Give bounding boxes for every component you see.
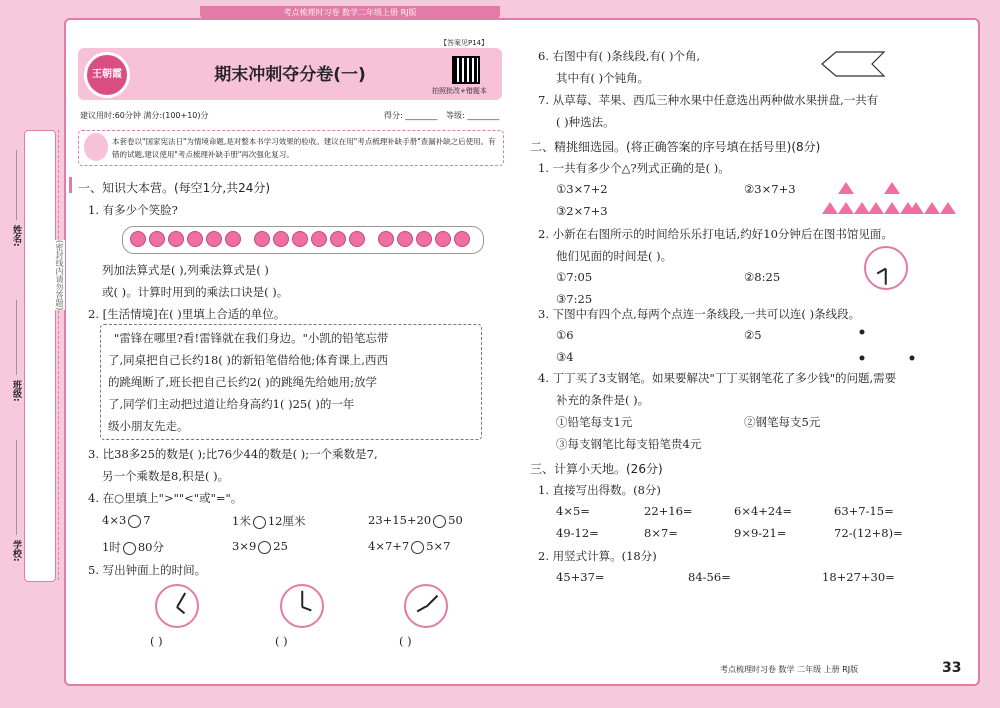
q6-line-2[interactable]: 其中有( )个钝角。 [556,71,650,85]
q7-line-2[interactable]: ( )种选法。 [556,115,615,129]
option[interactable]: ②钢笔每支5元 [744,415,821,429]
smiley-icon [273,231,289,247]
cut-note: (密封线内请勿答题) [55,240,64,311]
calc-item[interactable]: 49-12= [556,526,599,540]
calc-item[interactable]: 63+7-15= [834,504,894,518]
arrow-shape-figure [818,50,888,78]
section-3-title: 三、计算小天地。(26分) [530,462,663,476]
r2-line-2[interactable]: 他们见面的时间是( )。 [556,249,673,263]
page-number: 33 [942,660,962,676]
option[interactable]: ①铅笔每支1元 [556,415,633,429]
q7-line-1: 7. 从草莓、苹果、西瓜三种水果中任意选出两种做水果拼盘,一共有 [538,93,879,107]
calc-item[interactable]: 9×9-21= [734,526,787,540]
calc-item[interactable]: 8×7= [644,526,678,540]
smiley-icon [454,231,470,247]
clock-face-icon [404,584,448,628]
smiley-icon [254,231,270,247]
answer-reference: 【答案见P14】 [440,39,489,47]
vertical-calc-item[interactable]: 84-56= [688,570,731,584]
triangle-icon [884,202,900,214]
section-1-title: 一、知识大本营。(每空1分,共24分) [78,181,271,195]
q2-text: 2. [生活情境]在( )里填上合适的单位。 [88,307,286,321]
name-label: 姓名: [11,225,21,247]
qr-note: 拍照批改+错题本 [432,87,487,95]
triangle-icon [868,202,884,214]
clock-answer[interactable]: ( ) [150,634,163,648]
smiley-icon [330,231,346,247]
compare-item[interactable]: 1时 80分 [102,540,164,554]
triangle-icon [838,202,854,214]
story-line[interactable]: 了,同桌把自己长约18( )的新铅笔借给他;体育课上,西西 [108,353,388,367]
option[interactable]: ①7:05 [556,270,593,284]
clock-face-icon [864,246,908,290]
smiley-icon [149,231,165,247]
footer-text: 考点梳理时习卷 数学 二年级 上册 RJ版 [720,665,859,674]
triangle-icon [838,182,854,194]
calc-item[interactable]: 22+16= [644,504,693,518]
suggested-time: 建议用时:60分钟 满分:(100+10)分 [80,111,209,120]
compare-circle[interactable] [433,515,446,528]
girl-avatar-icon [84,133,108,161]
smiley-icon [225,231,241,247]
intro-note: 本套卷以"国家宪法日"为情境命题,是对整本书学习效果的验收。建议在用"考点梳理补缺手册"查漏补缺之后使用。有错的试题,建议使用"考点梳理补缺手册"再次强化复习。 [112,137,496,159]
cut-line [58,130,59,580]
calc-item[interactable]: 4×5= [556,504,590,518]
class-label: 班级: [11,380,21,402]
q6-line-1[interactable]: 6. 右图中有( )条线段,有( )个角, [538,49,701,63]
story-line[interactable]: 的跳绳断了,班长把自己长约2( )的跳绳先给她用;放学 [108,375,377,389]
level-field[interactable]: 等级: ________ [446,111,500,120]
smiley-icon [206,231,222,247]
smiley-icon [292,231,308,247]
q4-text: 4. 在○里填上">""<"或"="。 [88,491,243,505]
option[interactable]: ②8:25 [744,270,781,284]
story-line: "雷锋在哪里?看!雷锋就在我们身边。"小凯的铅笔忘带 [114,331,389,345]
four-points-figure [850,322,930,368]
r4-line-2[interactable]: 补充的条件是( )。 [556,393,650,407]
q3-line-1[interactable]: 3. 比38多25的数是( );比76少44的数是( );一个乘数是7, [88,447,378,461]
option[interactable]: ③每支钢笔比每支铅笔贵4元 [556,437,702,451]
minute-hand [885,269,887,285]
compare-circle[interactable] [128,515,141,528]
brand-logo: 王朝霞 [84,52,130,98]
calc-item[interactable]: 72-(12+8)= [834,526,903,540]
smiley-icon [349,231,365,247]
r1-text[interactable]: 1. 一共有多少个△?列式正确的是( )。 [538,161,730,175]
vertical-calc-item[interactable]: 18+27+30= [822,570,895,584]
class-line [16,300,17,375]
story-line: 级小朋友先走。 [108,419,189,433]
binding-strip [24,130,56,582]
compare-item[interactable]: 3×9 25 [232,539,288,553]
compare-circle[interactable] [258,541,271,554]
smiley-icon [168,231,184,247]
compare-circle[interactable] [123,542,136,555]
q1-text: 1. 有多少个笑脸? [88,203,178,217]
option[interactable]: ①6 [556,328,574,342]
clock-answer[interactable]: ( ) [399,634,412,648]
calc-item[interactable]: 6×4+24= [734,504,793,518]
triangle-icon [908,202,924,214]
triangle-icon [924,202,940,214]
qr-code-icon[interactable] [452,56,480,84]
minute-hand [176,593,185,608]
option[interactable]: ③2×7+3 [556,204,608,218]
top-banner: 考点梳理时习卷 数学二年级上册 RJ版 [200,6,500,20]
smiley-icon [130,231,146,247]
c2-text: 2. 用竖式计算。(18分) [538,549,657,563]
compare-item[interactable]: 23+15+20 50 [368,513,463,527]
smiley-icon [416,231,432,247]
compare-item[interactable]: 1米 12厘米 [232,514,306,528]
school-line [16,440,17,535]
compare-item[interactable]: 4×7+7 5×7 [368,539,451,553]
q1-answer-line-2[interactable]: 或( )。计算时用到的乘法口诀是( )。 [102,285,289,299]
smiley-icon [311,231,327,247]
story-line[interactable]: 了,同学们主动把过道让给身高约1( )25( )的一年 [108,397,355,411]
q5-text: 5. 写出钟面上的时间。 [88,563,207,577]
hour-hand [177,606,186,614]
school-label: 学校: [11,540,21,562]
q1-answer-line-1[interactable]: 列加法算式是( ),列乘法算式是( ) [102,263,269,277]
hour-hand [302,606,312,611]
compare-circle[interactable] [411,541,424,554]
r2-line-1: 2. 小新在右图所示的时间给乐乐打电话,约好10分钟后在图书馆见面。 [538,227,893,241]
clock-face-icon [155,584,199,628]
section-marker [69,177,72,193]
smiley-icon [378,231,394,247]
clock-face-icon [280,584,324,628]
option[interactable]: ②5 [744,328,762,342]
r4-line-1: 4. 丁丁买了3支钢笔。如果要解决"丁丁买钢笔花了多少钱"的问题,需要 [538,371,897,385]
option[interactable]: ③4 [556,350,574,364]
section-2-title: 二、精挑细选园。(将正确答案的序号填在括号里)(8分) [530,140,821,154]
triangle-icon [884,182,900,194]
hour-hand [417,606,426,612]
option[interactable]: ②3×7+3 [744,182,796,196]
page-title: 期末冲刺夺分卷(一) [214,65,366,85]
compare-item[interactable]: 4×3 7 [102,513,151,527]
minute-hand [425,595,437,607]
smiley-icon [187,231,203,247]
c1-text: 1. 直接写出得数。(8分) [538,483,661,497]
minute-hand [301,591,303,607]
smiley-icon [397,231,413,247]
score-field[interactable]: 得分: ________ [384,111,438,120]
vertical-calc-item[interactable]: 45+37= [556,570,605,584]
option[interactable]: ③7:25 [556,292,593,306]
triangle-icon [940,202,956,214]
triangle-icon [822,202,838,214]
name-line [16,150,17,220]
compare-circle[interactable] [253,516,266,529]
option[interactable]: ①3×7+2 [556,182,608,196]
smiley-icon [435,231,451,247]
r3-text[interactable]: 3. 下图中有四个点,每两个点连一条线段,一共可以连( )条线段。 [538,307,861,321]
q3-line-2[interactable]: 另一个乘数是8,积是( )。 [102,469,230,483]
clock-answer[interactable]: ( ) [275,634,288,648]
